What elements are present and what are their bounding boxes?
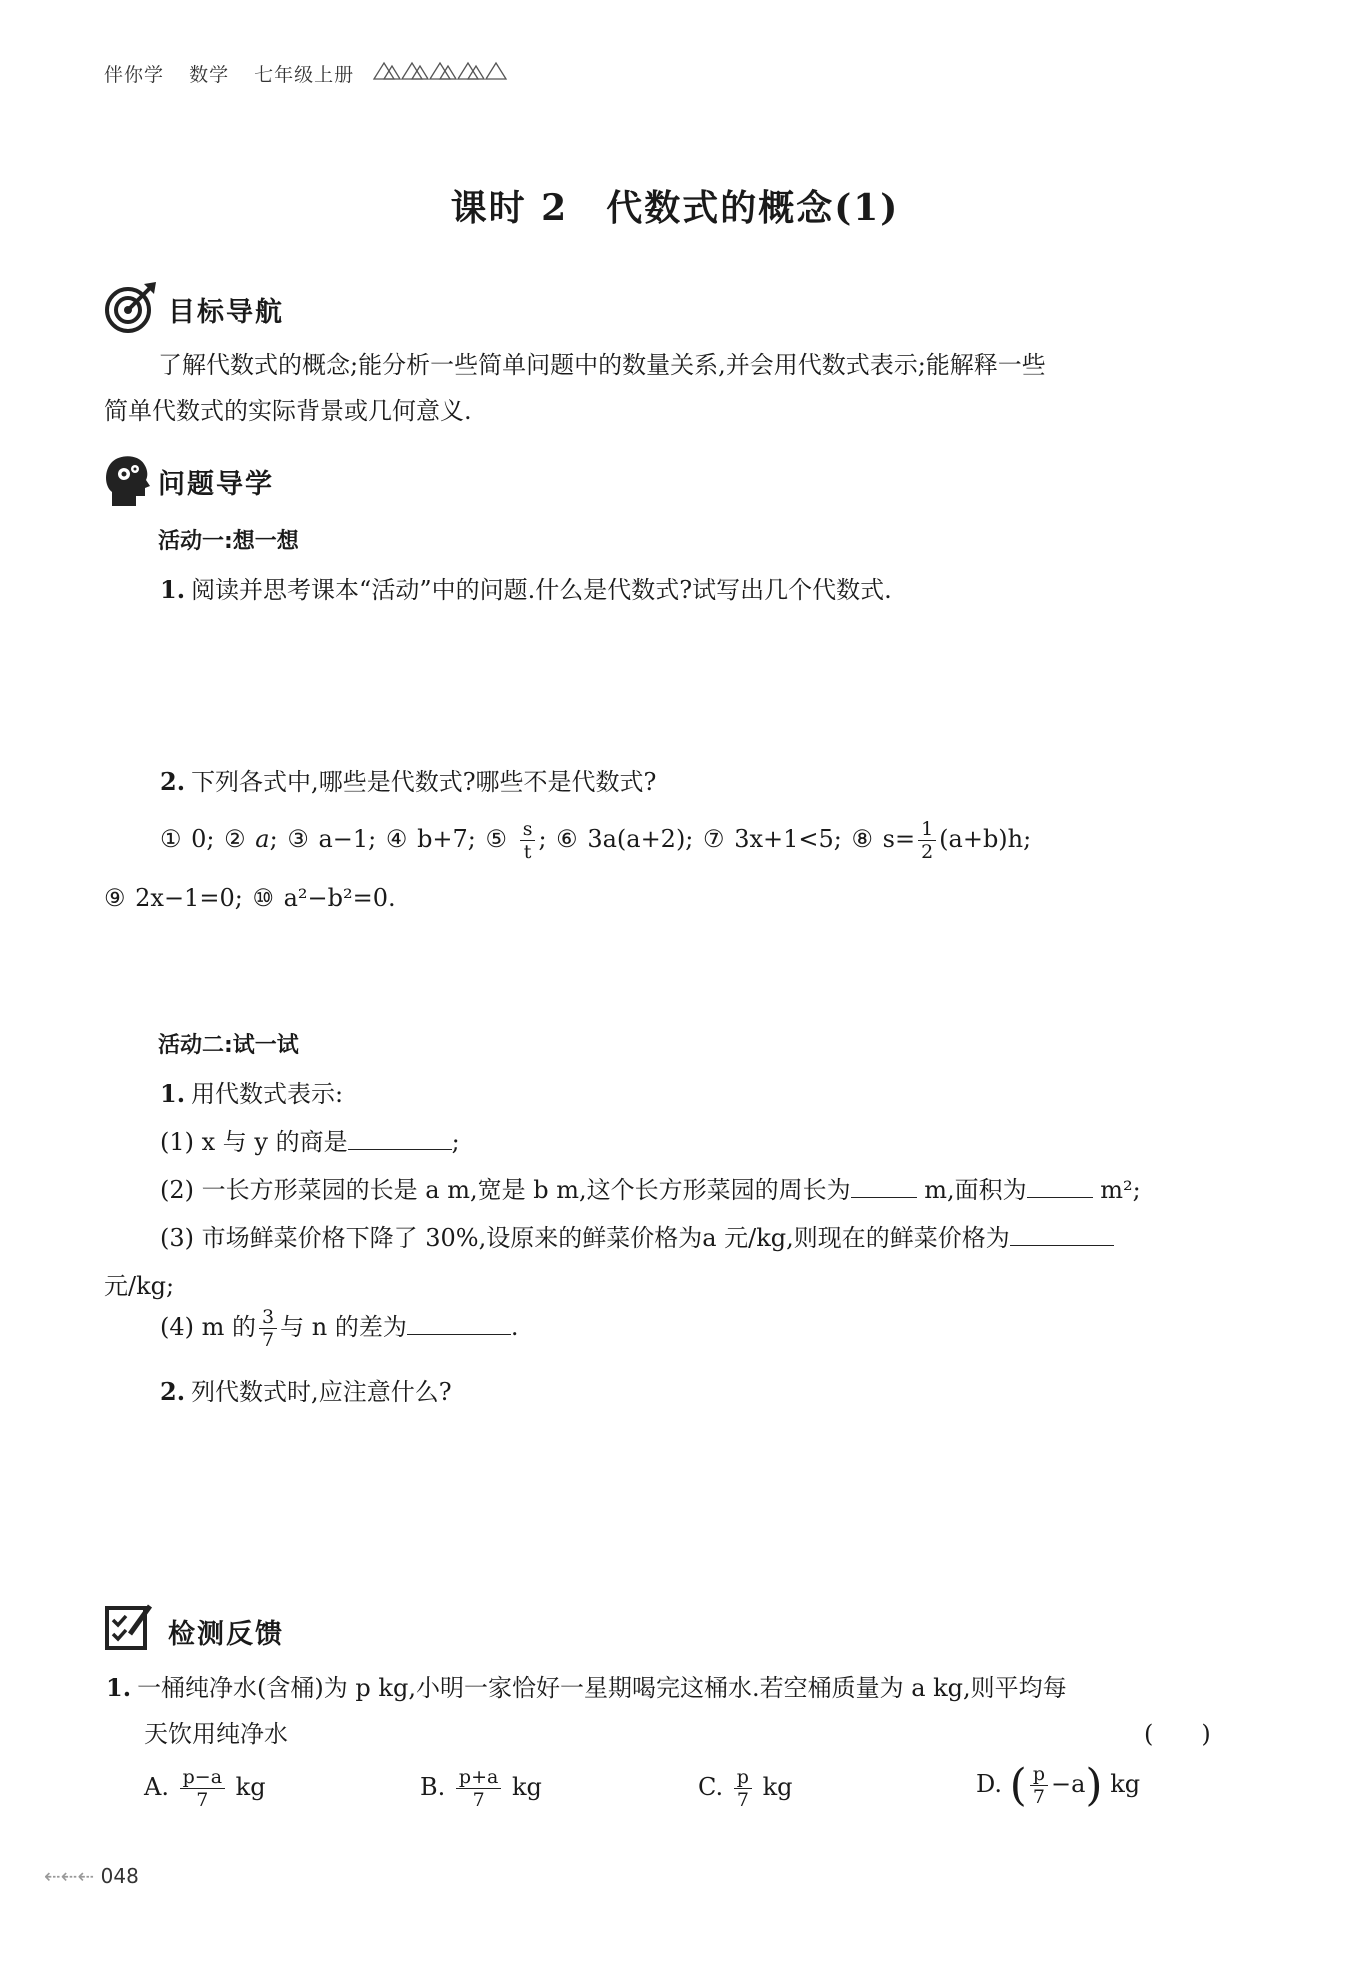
activity1-title: 活动一:想一想 [158, 529, 299, 554]
question-text: 列代数式时,应注意什么? [191, 1378, 452, 1406]
page-footer [44, 1864, 139, 1888]
numerator: p−a [180, 1766, 225, 1789]
difference-answer-blank[interactable] [407, 1308, 511, 1335]
fraction [259, 1306, 277, 1351]
arrows-icon: ⇠⇠⇠ [44, 1864, 95, 1888]
option-c[interactable] [698, 1766, 793, 1811]
header-book: 伴你学 [104, 64, 165, 86]
header-subject: 数学 [189, 64, 230, 86]
expr-5-num: ⑤ [485, 825, 508, 853]
expr-3-num: ③ [287, 825, 309, 853]
denominator: 7 [472, 1789, 485, 1811]
expr-3: a−1; [318, 825, 377, 853]
left-paren: ( [1009, 1760, 1027, 1811]
activity1-question-1 [160, 570, 892, 605]
goal-text-line2: 简单代数式的实际背景或几何意义. [104, 397, 472, 425]
denominator: 7 [1032, 1786, 1045, 1808]
numerator: p [1030, 1763, 1048, 1786]
denominator: 7 [262, 1329, 275, 1351]
option-label: B. [420, 1773, 446, 1801]
question-number: 2. [160, 1377, 186, 1406]
sub-question-4 [160, 1306, 518, 1351]
option-unit: kg [511, 1773, 542, 1801]
expr-6: ⑥ 3a(a+2); [556, 825, 694, 853]
denominator: t [523, 841, 532, 863]
sub-question-mid: m,面积为 [924, 1176, 1027, 1204]
numerator: p [734, 1766, 752, 1789]
activity2-question-1 [160, 1074, 343, 1109]
sub-question-text: (3) 市场鲜菜价格下降了 30%,设原来的鲜菜价格为a 元/kg,则现在的鲜菜价格为 [160, 1224, 1010, 1252]
area-answer-blank[interactable] [1027, 1171, 1093, 1198]
option-a[interactable] [144, 1766, 266, 1811]
feedback-question-1 [106, 1668, 1067, 1703]
question-text: 用代数式表示: [191, 1080, 344, 1108]
activity2-title: 活动二:试一试 [158, 1033, 299, 1058]
feedback-question-1-line2: 天饮用纯净水 [144, 1720, 288, 1748]
denominator: 7 [196, 1789, 209, 1811]
sub-question-text: (2) 一长方形菜园的长是 a m,宽是 b m,这个长方形菜园的周长为 [160, 1176, 851, 1204]
expr-7: ⑦ 3x+1<5; [703, 825, 842, 853]
option-unit: kg [762, 1773, 793, 1801]
head-gears-icon [104, 452, 150, 508]
numerator: 3 [259, 1306, 277, 1329]
expr-2-num: ② [224, 825, 246, 853]
fraction [180, 1766, 225, 1811]
sub-question-suffix: . [510, 1313, 519, 1341]
expr-5-fraction [520, 818, 536, 863]
option-unit: kg [235, 1773, 266, 1801]
question-number: 1. [160, 575, 186, 604]
numerator: 1 [918, 818, 936, 841]
expr-9: ⑨ 2x−1=0; [104, 884, 243, 912]
expr-4-num: ④ [385, 825, 408, 853]
denominator: 7 [736, 1789, 749, 1811]
activity1-question-2 [160, 762, 656, 797]
question-number: 1. [106, 1673, 132, 1702]
expression-list-line2 [104, 884, 396, 912]
option-d[interactable] [976, 1760, 1140, 1811]
option-b[interactable] [420, 1766, 542, 1811]
checklist-pen-icon [104, 1600, 156, 1652]
question-text: 阅读并思考课本“活动”中的问题.什么是代数式?试写出几个代数式. [191, 576, 892, 604]
right-paren: ) [1085, 1760, 1103, 1811]
question-text: 下列各式中,哪些是代数式?哪些不是代数式? [191, 768, 657, 796]
option-label: C. [698, 1773, 724, 1801]
fraction [1030, 1763, 1048, 1808]
expression-list-line1: ① 0; ② a; ③ a−1; ④ b+7; ⑤ $\frac{s}{t}$ ; ⑥ 3a(a+2); ⑦ 3x+1<5; ⑧ s= $\frac{1}{2}$ (a+b)h; [160, 818, 1032, 863]
question-number: 2. [160, 767, 186, 796]
numerator: p+a [456, 1766, 501, 1789]
fraction [456, 1766, 501, 1811]
sub-question-mid: 与 n 的差为 [280, 1313, 407, 1341]
sub-question-1 [160, 1122, 460, 1157]
target-icon [104, 280, 158, 334]
page-number: 048 [100, 1864, 139, 1888]
answer-blank[interactable] [348, 1123, 452, 1150]
sub-question-suffix: ; [451, 1128, 460, 1156]
option-tail: −a [1051, 1770, 1086, 1798]
feedback-section-title: 检测反馈 [168, 1619, 284, 1650]
expr-1: ① 0; [160, 825, 215, 853]
option-unit: kg [1110, 1770, 1141, 1798]
triangle-decoration-icon [372, 60, 512, 82]
perimeter-answer-blank[interactable] [851, 1171, 917, 1198]
goal-section-title: 目标导航 [168, 297, 284, 328]
answer-parentheses[interactable]: ( ) [1144, 1720, 1211, 1748]
lesson-title: 课时 2 代数式的概念(1) [450, 187, 900, 229]
price-answer-blank[interactable] [1010, 1219, 1114, 1246]
sub-question-3-line2: 元/kg; [104, 1272, 175, 1300]
sub-question-text: (1) x 与 y 的商是 [160, 1128, 348, 1156]
expr-8-suffix: (a+b)h; [939, 825, 1032, 853]
option-label: D. [976, 1770, 1003, 1798]
sub-question-3 [160, 1218, 1114, 1253]
denominator: 2 [921, 841, 934, 863]
sub-question-2 [160, 1170, 1141, 1205]
numerator: s [520, 818, 536, 841]
sub-question-suffix: m²; [1100, 1176, 1141, 1204]
running-header [104, 60, 372, 87]
expr-8-fraction [918, 818, 936, 863]
header-grade: 七年级上册 [254, 64, 355, 86]
fraction [734, 1766, 752, 1811]
expr-8-prefix: ⑧ s= [851, 825, 916, 853]
expr-10: ⑩ a²−b²=0. [252, 884, 396, 912]
guide-section-title: 问题导学 [158, 469, 274, 500]
expr-2: a [255, 825, 270, 853]
sub-question-text: (4) m 的 [160, 1313, 257, 1341]
activity2-question-2 [160, 1372, 452, 1407]
goal-text-line1: 了解代数式的概念;能分析一些简单问题中的数量关系,并会用代数式表示;能解释一些 [158, 351, 1046, 379]
expr-4: b+7; [417, 825, 476, 853]
option-label: A. [144, 1773, 169, 1801]
question-number: 1. [160, 1079, 186, 1108]
question-text: 一桶纯净水(含桶)为 p kg,小明一家恰好一星期喝完这桶水.若空桶质量为 a kg,则平均每 [137, 1674, 1067, 1702]
